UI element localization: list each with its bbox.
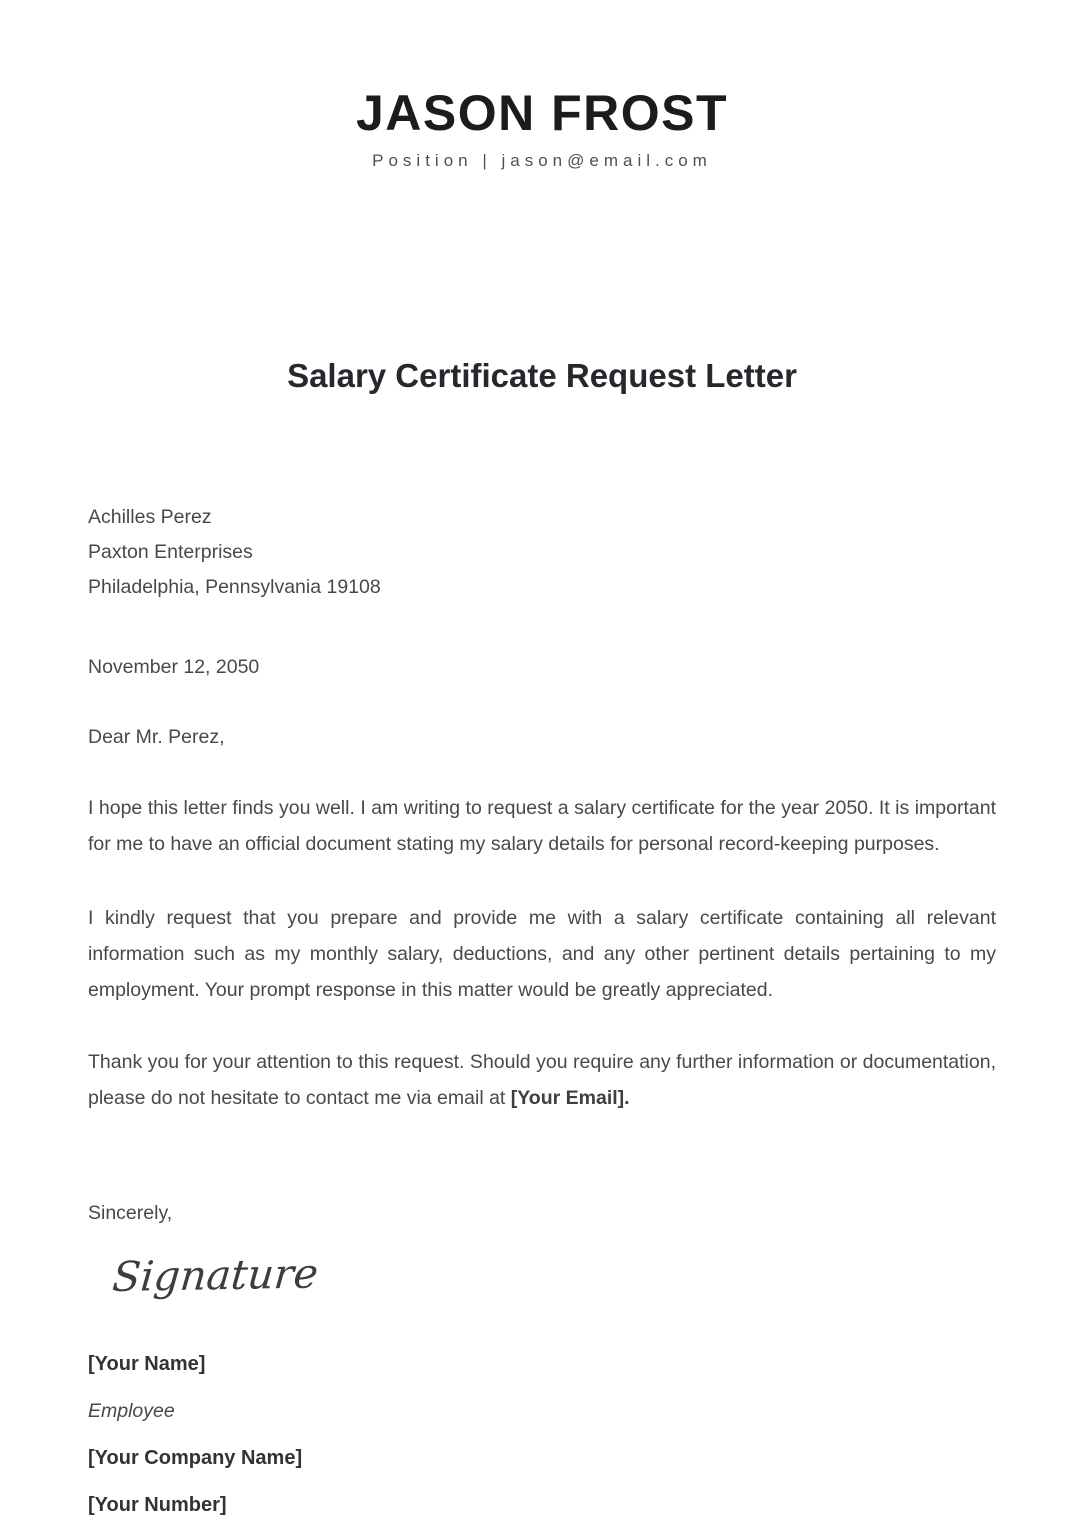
paragraph-3-text: Thank you for your attention to this request. Should you require any further information or documentation, please do not hesitate to contact me via email at: [88, 1051, 996, 1109]
salutation: Dear Mr. Perez,: [88, 726, 225, 748]
document-title: Salary Certificate Request Letter: [287, 357, 797, 394]
signature-image: Signature: [110, 1249, 321, 1302]
paragraph-3-email-placeholder: [Your Email].: [510, 1087, 630, 1109]
signer-name-placeholder: [Your Name]: [88, 1353, 206, 1375]
recipient-name: Achilles Perez: [88, 506, 212, 528]
letter-body: [0, 500, 1084, 1523]
recipient-company: Paxton Enterprises: [88, 541, 253, 563]
paragraph-2: I kindly request that you prepare and provide me with a salary certificate containing all relevant information such as my monthly salary, deductions, and any other pertinent details pertaining to my employment. Your prompt response in this matter would be greatly appreciated.: [88, 907, 996, 1001]
signer-role: Employee: [88, 1400, 175, 1422]
letter-date: November 12, 2050: [88, 656, 260, 678]
signer-number-placeholder: [Your Number]: [88, 1494, 227, 1516]
letterhead-subtitle: Position | jason@email.com: [372, 151, 712, 170]
letterhead-name: JASON FROST: [355, 85, 729, 141]
recipient-block: [88, 500, 996, 605]
paragraph-1: I hope this letter finds you well. I am writing to request a salary certificate for the year 2050. It is important for me to have an official document stating my salary details for personal record-keeping purposes.: [88, 797, 996, 855]
signer-company-placeholder: [Your Company Name]: [88, 1447, 303, 1469]
recipient-city-line: Philadelphia, Pennsylvania 19108: [88, 576, 381, 598]
closing-sincerely: Sincerely,: [88, 1202, 173, 1224]
letterhead: [0, 0, 1084, 171]
paragraph-3: [88, 1044, 996, 1116]
